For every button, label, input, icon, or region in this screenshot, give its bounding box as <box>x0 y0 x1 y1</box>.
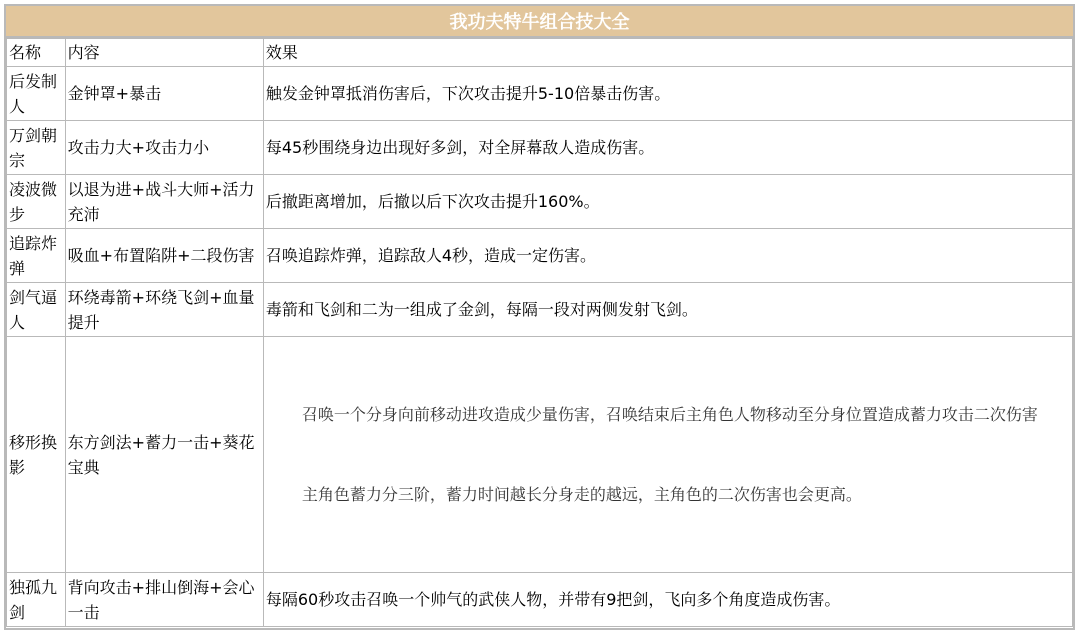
effect-paragraph: 主角色蓄力分三阶，蓄力时间越长分身走的越远，主角色的二次伤害也会更高。 <box>301 484 862 504</box>
table-title: 我功夫特牛组合技大全 <box>6 6 1073 38</box>
combo-table-panel <box>4 4 1075 630</box>
header-content: 内容 <box>65 39 263 67</box>
row-name: 追踪炸弹 <box>7 229 66 283</box>
row-effect: 召唤追踪炸弹，追踪敌人4秒，造成一定伤害。 <box>263 229 1072 283</box>
row-name: 后发制人 <box>7 67 66 121</box>
table-row <box>7 283 1073 337</box>
row-name: 剑气逼人 <box>7 283 66 337</box>
row-name: 独孤九剑 <box>7 573 66 627</box>
table-row <box>7 67 1073 121</box>
row-effect: 毒箭和飞剑和二为一组成了金剑，每隔一段对两侧发射飞剑。 <box>263 283 1072 337</box>
table-row <box>7 121 1073 175</box>
table-row <box>7 337 1073 573</box>
row-name: 移形换影 <box>7 337 66 573</box>
row-content: 东方剑法+蓄力一击+葵花宝典 <box>65 337 263 573</box>
row-effect: 每45秒围绕身边出现好多剑，对全屏幕敌人造成伤害。 <box>263 121 1072 175</box>
header-name: 名称 <box>7 39 66 67</box>
row-content: 金钟罩+暴击 <box>65 67 263 121</box>
row-content: 吸血+布置陷阱+二段伤害 <box>65 229 263 283</box>
table-row <box>7 229 1073 283</box>
row-content: 以退为进+战斗大师+活力充沛 <box>65 175 263 229</box>
effect-paragraph: 召唤一个分身向前移动进攻造成少量伤害，召唤结束后主角色人物移动至分身位置造成蓄力攻击二次伤害 <box>301 404 1038 424</box>
header-effect: 效果 <box>263 39 1072 67</box>
row-effect: 每隔60秒攻击召唤一个帅气的武侠人物，并带有9把剑，飞向多个角度造成伤害。 <box>263 573 1072 627</box>
combo-table <box>6 38 1073 627</box>
table-row <box>7 573 1073 627</box>
row-name: 万剑朝宗 <box>7 121 66 175</box>
row-content: 环绕毒箭+环绕飞剑+血量提升 <box>65 283 263 337</box>
row-effect: 后撤距离增加，后撤以后下次攻击提升160%。 <box>263 175 1072 229</box>
row-content: 攻击力大+攻击力小 <box>65 121 263 175</box>
table-row <box>7 175 1073 229</box>
header-row <box>7 39 1073 67</box>
row-effect: 触发金钟罩抵消伤害后，下次攻击提升5-10倍暴击伤害。 <box>263 67 1072 121</box>
row-name: 凌波微步 <box>7 175 66 229</box>
row-content: 背向攻击+排山倒海+会心一击 <box>65 573 263 627</box>
row-effect <box>263 337 1072 573</box>
